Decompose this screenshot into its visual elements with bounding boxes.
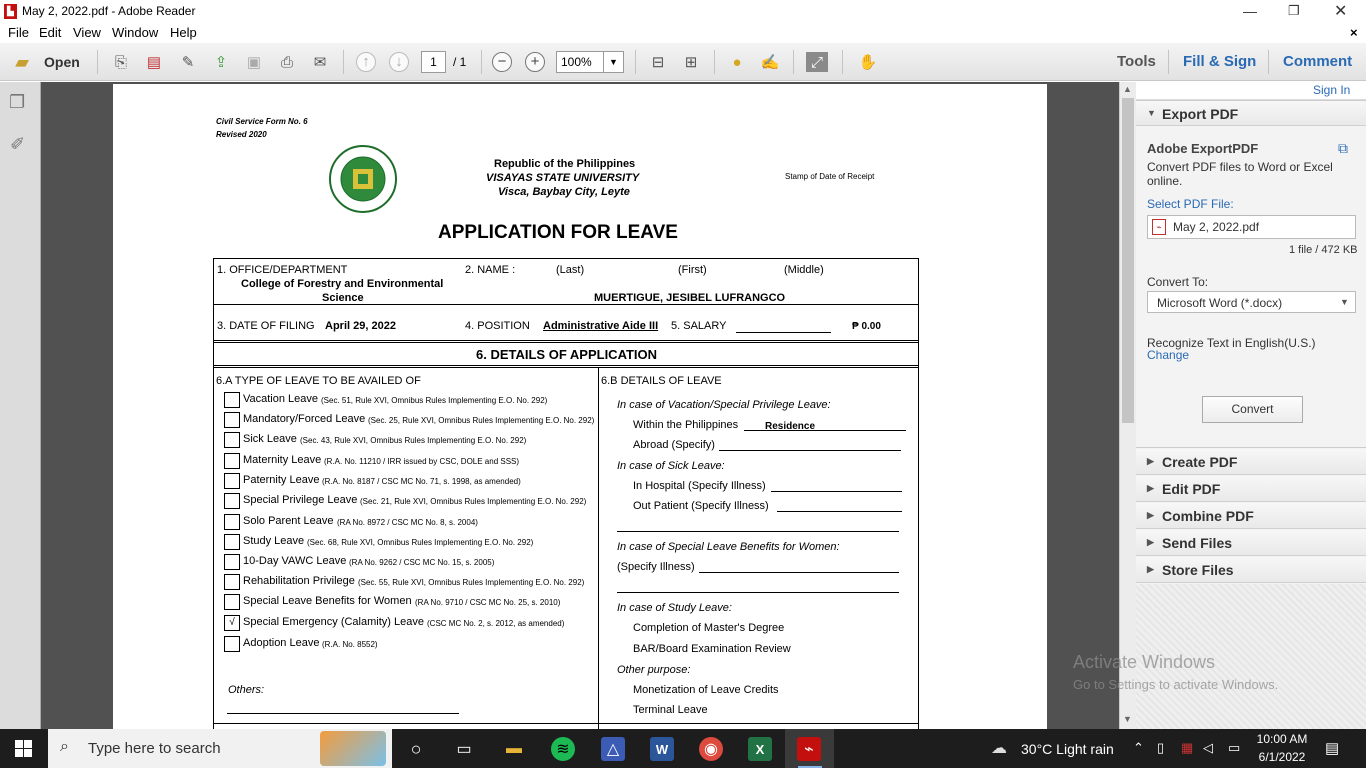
search-icon: ⌕: [60, 738, 69, 755]
university-seal-logo: [328, 144, 398, 214]
fit-width-icon[interactable]: ⊞: [684, 54, 698, 71]
leave-type-reference: (Sec. 21, Rule XVI, Omnibus Rules Implementing E.O. No. 292): [360, 497, 587, 506]
document-viewer: [41, 82, 1119, 729]
name-value: MUERTIGUE, JESIBEL LUFRANGCO: [594, 292, 786, 304]
monetization-label: Monetization of Leave Credits: [633, 684, 779, 696]
leave-checkbox[interactable]: [224, 514, 240, 530]
clock-date[interactable]: 6/1/2022: [1258, 750, 1306, 764]
leave-checkbox[interactable]: [224, 534, 240, 550]
right-tools-panel: [1136, 82, 1366, 729]
leave-type-name: Special Privilege Leave: [243, 494, 358, 506]
collapsed-arrow-icon: ▶: [1147, 564, 1154, 574]
header-republic: Republic of the Philippines: [494, 158, 636, 170]
leave-checkbox[interactable]: [224, 453, 240, 469]
search-box[interactable]: [48, 729, 392, 768]
edit-pdf-section[interactable]: ▶ Edit PDF: [1136, 476, 1366, 502]
out-patient-label: Out Patient (Specify Illness): [633, 500, 769, 512]
weather-icon: ☁: [991, 740, 1007, 757]
highlight-icon[interactable]: ✍: [760, 54, 780, 71]
convert-button[interactable]: Convert: [1202, 396, 1303, 423]
restore-icon[interactable]: ❐: [1288, 3, 1300, 18]
minimize-icon[interactable]: —: [1243, 3, 1257, 19]
expanded-arrow-icon: ▼: [1147, 108, 1156, 118]
device-icon[interactable]: ▯: [1157, 740, 1165, 755]
adobe-reader-taskbar-icon[interactable]: ⌁: [797, 737, 821, 761]
within-philippines-label: Within the Philippines: [633, 419, 739, 431]
leave-type-reference: (CSC MC No. 2, s. 2012, as amended): [427, 619, 565, 628]
file-info: 1 file / 472 KB: [1289, 244, 1358, 256]
full-screen-icon[interactable]: ⤢: [806, 52, 828, 72]
sick-case-label: In case of Sick Leave:: [617, 460, 725, 472]
weather-text[interactable]: 30°C Light rain: [1021, 741, 1114, 757]
scrollbar-thumb[interactable]: [1122, 98, 1134, 423]
leave-checkbox[interactable]: [224, 412, 240, 428]
zoom-input[interactable]: 100%: [556, 51, 604, 73]
recognize-text-label: Recognize Text in English(U.S.): [1147, 336, 1316, 350]
salary-value: ₱ 0.00: [852, 321, 881, 332]
upload-icon[interactable]: ⇪: [214, 54, 228, 71]
window-title: May 2, 2022.pdf - Adobe Reader: [22, 4, 196, 18]
sign-in-link[interactable]: Sign In: [1313, 83, 1351, 97]
leave-checkbox[interactable]: [224, 493, 240, 509]
stamp-label: Stamp of Date of Receipt: [785, 172, 875, 181]
flag-icon[interactable]: ▦: [1181, 740, 1194, 755]
close-document-icon[interactable]: ×: [1350, 25, 1358, 40]
excel-icon[interactable]: X: [748, 737, 772, 761]
name-last-label: (Last): [556, 264, 585, 276]
page-total: / 1: [453, 55, 467, 69]
leave-type-name: Adoption Leave: [243, 637, 320, 649]
navigation-panel: [0, 82, 41, 729]
title-bar: [0, 0, 1366, 23]
leave-type-name: Special Emergency (Calamity) Leave: [243, 616, 424, 628]
salary-label: 5. SALARY: [671, 320, 727, 332]
name-first-label: (First): [678, 264, 707, 276]
leave-type-name: Maternity Leave: [243, 454, 322, 466]
leave-checkbox[interactable]: [224, 473, 240, 489]
previous-page-icon[interactable]: ↑: [356, 52, 376, 72]
menu-file[interactable]: File: [8, 25, 29, 40]
menu-bar: [0, 23, 1366, 43]
fit-page-icon[interactable]: ⊟: [651, 54, 665, 71]
pdf-file-icon: ⌁: [1152, 219, 1166, 235]
abroad-label: Abroad (Specify): [633, 439, 715, 451]
leave-type-reference: (R.A. No. 8552): [322, 640, 378, 649]
leave-type-reference: (Sec. 25, Rule XVI, Omnibus Rules Implementing E.O. No. 292): [368, 416, 595, 425]
leave-checkbox[interactable]: [224, 432, 240, 448]
task-view-icon[interactable]: ▭: [456, 741, 472, 758]
hand-tool-icon[interactable]: ✋: [858, 54, 878, 71]
format-selected: Microsoft Word (*.docx): [1157, 296, 1283, 310]
save-icon[interactable]: ▣: [246, 54, 262, 71]
leave-type-name: 10-Day VAWC Leave: [243, 555, 347, 567]
vacation-case-label: In case of Vacation/Special Privilege Leave:: [617, 399, 831, 411]
change-language-link[interactable]: Change: [1147, 348, 1190, 362]
collapsed-arrow-icon: ▶: [1147, 537, 1154, 547]
chrome-icon[interactable]: ◉: [699, 737, 723, 761]
leave-type-reference: (RA No. 8972 / CSC MC No. 8, s. 2004): [337, 518, 478, 527]
search-highlight-image: [320, 731, 386, 766]
fill-sign-link[interactable]: Fill & Sign: [1183, 53, 1257, 70]
export-pdf-header[interactable]: ▼ Export PDF: [1136, 100, 1366, 126]
export-description: Convert PDF files to Word or Excel online.: [1147, 160, 1333, 188]
leave-type-reference: (Sec. 51, Rule XVI, Omnibus Rules Implementing E.O. No. 292): [321, 396, 548, 405]
leave-type-reference: (R.A. No. 11210 / IRR issued by CSC, DOLE and SSS): [324, 457, 520, 466]
app-icon[interactable]: △: [601, 737, 625, 761]
leave-type-name: Sick Leave: [243, 433, 297, 445]
office-value-line2: Science: [322, 292, 364, 304]
vertical-scrollbar[interactable]: [1119, 82, 1136, 729]
activate-windows-subtitle: Go to Settings to activate Windows.: [1073, 677, 1279, 692]
masters-degree-label: Completion of Master's Degree: [633, 622, 785, 634]
leave-type-name: Paternity Leave: [243, 474, 320, 486]
zoom-out-icon[interactable]: −: [492, 52, 512, 72]
office-label: 1. OFFICE/DEPARTMENT: [217, 264, 348, 276]
select-pdf-file-link[interactable]: Select PDF File:: [1147, 197, 1234, 211]
in-hospital-label: In Hospital (Specify Illness): [633, 480, 766, 492]
tools-link[interactable]: Tools: [1117, 53, 1156, 70]
leave-checkbox[interactable]: [224, 392, 240, 408]
terminal-leave-label: Terminal Leave: [633, 704, 708, 716]
open-button[interactable]: Open: [44, 54, 80, 70]
form-revised: Revised 2020: [216, 130, 267, 139]
bar-review-label: BAR/Board Examination Review: [633, 643, 791, 655]
export-info-icon[interactable]: ⧉: [1338, 140, 1348, 156]
volume-icon[interactable]: ◁: [1203, 740, 1213, 755]
study-case-label: In case of Study Leave:: [617, 602, 732, 614]
selected-file-name: May 2, 2022.pdf: [1173, 220, 1260, 234]
leave-checkbox[interactable]: [224, 594, 240, 610]
position-label: 4. POSITION: [465, 320, 530, 332]
leave-type-name: Special Leave Benefits for Women: [243, 595, 412, 607]
women-case-label: In case of Special Leave Benefits for Women:: [617, 541, 840, 553]
activate-windows-title: Activate Windows: [1073, 652, 1216, 672]
form-number: Civil Service Form No. 6: [216, 117, 308, 126]
leave-checkbox[interactable]: [224, 636, 240, 652]
header-university: VISAYAS STATE UNIVERSITY: [486, 172, 640, 184]
notification-icon[interactable]: ▤: [1325, 740, 1340, 757]
form-title: APPLICATION FOR LEAVE: [438, 222, 678, 243]
leave-checkbox[interactable]: √: [224, 615, 240, 631]
leave-type-reference: (Sec. 43, Rule XVI, Omnibus Rules Implementing E.O. No. 292): [300, 436, 527, 445]
cortana-icon[interactable]: ○: [410, 738, 422, 759]
leave-checkbox[interactable]: [224, 574, 240, 590]
scroll-down-icon[interactable]: ▼: [1123, 714, 1132, 724]
within-philippines-value: Residence: [765, 421, 816, 432]
leave-type-name: Rehabilitation Privilege: [243, 575, 355, 587]
format-select[interactable]: [1147, 291, 1356, 313]
leave-type-reference: (Sec. 68, Rule XVI, Omnibus Rules Implementing E.O. No. 292): [307, 538, 534, 547]
name-middle-label: (Middle): [784, 264, 824, 276]
date-value: April 29, 2022: [325, 320, 396, 332]
leave-checkbox[interactable]: [224, 554, 240, 570]
date-label: 3. DATE OF FILING: [217, 320, 315, 332]
scroll-up-icon[interactable]: ▲: [1123, 84, 1132, 94]
menu-edit[interactable]: Edit: [39, 25, 62, 40]
menu-help[interactable]: Help: [170, 25, 197, 40]
leave-type-reference: (Sec. 55, Rule XVI, Omnibus Rules Implementing E.O. No. 292): [358, 578, 585, 587]
spotify-icon[interactable]: ≋: [551, 737, 575, 761]
leave-type-name: Vacation Leave: [243, 393, 319, 405]
menu-view[interactable]: View: [73, 25, 101, 40]
taskbar: [0, 729, 1366, 768]
position-value: Administrative Aide III: [543, 320, 659, 332]
specify-illness-label: (Specify Illness): [617, 561, 695, 573]
pages-icon[interactable]: ❐: [9, 92, 26, 112]
open-folder-icon[interactable]: ▰: [15, 51, 29, 72]
windows-start-icon[interactable]: [15, 740, 32, 757]
page-number-input[interactable]: 1: [421, 51, 446, 73]
network-icon[interactable]: ▭: [1228, 740, 1241, 755]
leave-type-reference: (R.A. No. 8187 / CSC MC No. 71, s. 1998, as amended): [322, 477, 521, 486]
menu-window[interactable]: Window: [112, 25, 159, 40]
file-explorer-icon[interactable]: ▬: [506, 740, 522, 757]
toolbar: [0, 43, 1366, 81]
leave-type-name: Solo Parent Leave: [243, 515, 334, 527]
next-page-icon[interactable]: ↓: [389, 52, 409, 72]
details-title: 6. DETAILS OF APPLICATION: [476, 347, 658, 362]
selected-file-box[interactable]: [1147, 215, 1356, 239]
adobe-reader-icon: ▙: [4, 4, 17, 19]
adobe-exportpdf-title: Adobe ExportPDF: [1147, 141, 1259, 156]
convert-to-label: Convert To:: [1147, 275, 1209, 289]
create-pdf-section[interactable]: ▶ Create PDF: [1136, 449, 1366, 475]
word-icon[interactable]: W: [650, 737, 674, 761]
create-pdf-icon[interactable]: ⎘: [114, 53, 127, 71]
edit-icon[interactable]: ✎: [181, 54, 195, 71]
comment-link[interactable]: Comment: [1283, 53, 1353, 70]
header-location: Visca, Baybay City, Leyte: [498, 186, 630, 198]
leave-type-reference: (RA No. 9262 / CSC MC No. 15, s. 2005): [349, 558, 495, 567]
collapsed-arrow-icon: ▶: [1147, 510, 1154, 520]
zoom-in-icon[interactable]: +: [525, 52, 545, 72]
close-window-icon[interactable]: ✕: [1334, 3, 1348, 20]
send-files-section[interactable]: ▶ Send Files: [1136, 530, 1366, 556]
leave-details-title: 6.B DETAILS OF LEAVE: [601, 375, 722, 387]
email-icon[interactable]: ✉: [313, 54, 327, 71]
clock-time[interactable]: 10:00 AM: [1256, 732, 1308, 746]
attachments-icon[interactable]: ✐: [10, 134, 26, 154]
collapsed-arrow-icon: ▶: [1147, 483, 1154, 493]
sticky-note-icon[interactable]: ●: [732, 53, 742, 71]
pdf-page: [113, 84, 1047, 729]
other-purpose-label: Other purpose:: [617, 664, 691, 676]
search-placeholder: Type here to search: [88, 740, 221, 757]
leave-type-name: Study Leave: [243, 535, 305, 547]
tray-chevron-icon[interactable]: ⌃: [1133, 740, 1144, 755]
collapsed-arrow-icon: ▶: [1147, 456, 1154, 466]
chevron-down-icon: ▼: [1340, 297, 1349, 307]
zoom-dropdown-icon[interactable]: ▼: [603, 51, 624, 73]
print-icon[interactable]: ⎙: [280, 53, 293, 71]
combine-pdf-section[interactable]: ▶ Combine PDF: [1136, 503, 1366, 529]
leave-type-title: 6.A TYPE OF LEAVE TO BE AVAILED OF: [216, 375, 421, 387]
others-label: Others:: [228, 684, 265, 696]
leave-type-reference: (RA No. 9710 / CSC MC No. 25, s. 2010): [415, 598, 561, 607]
store-files-section[interactable]: ▶ Store Files: [1136, 557, 1366, 583]
name-label: 2. NAME :: [465, 264, 516, 276]
leave-type-name: Mandatory/Forced Leave: [243, 413, 366, 425]
pdf-options-icon[interactable]: ▤: [146, 54, 162, 71]
office-value-line1: College of Forestry and Environmental: [241, 278, 444, 290]
